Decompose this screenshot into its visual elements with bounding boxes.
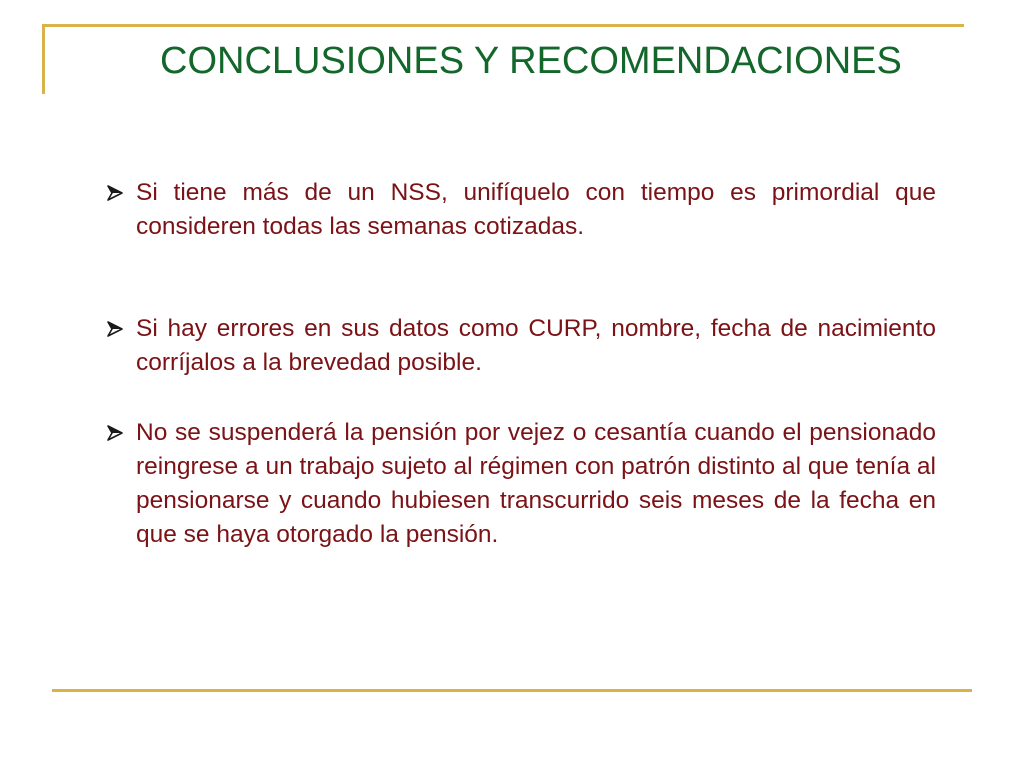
arrow-bullet-icon bbox=[106, 416, 136, 450]
bottom-accent-rule bbox=[52, 689, 972, 692]
bullet-item bbox=[106, 176, 936, 244]
arrow-bullet-icon bbox=[106, 176, 136, 210]
left-accent-rule bbox=[42, 24, 45, 94]
slide-title: CONCLUSIONES Y RECOMENDACIONES bbox=[160, 40, 902, 82]
bullet-text: Si hay errores en sus datos como CURP, nombre, fecha de nacimiento corríjalos a la brevedad posible. bbox=[136, 315, 936, 376]
top-accent-rule bbox=[42, 24, 964, 27]
arrow-bullet-icon bbox=[106, 312, 136, 346]
bullet-text: No se suspenderá la pensión por vejez o cesantía cuando el pensionado reingrese a un trabajo sujeto al régimen con patrón distinto al que tenía al pensionarse y cuando hubiesen transcurrido seis meses de la fecha en que se haya otorgado la pensión. bbox=[136, 419, 936, 548]
bullet-item bbox=[106, 416, 936, 552]
bullet-item bbox=[106, 312, 936, 380]
bullet-text: Si tiene más de un NSS, unifíquelo con tiempo es primordial que consideren todas las semanas cotizadas. bbox=[136, 179, 936, 240]
